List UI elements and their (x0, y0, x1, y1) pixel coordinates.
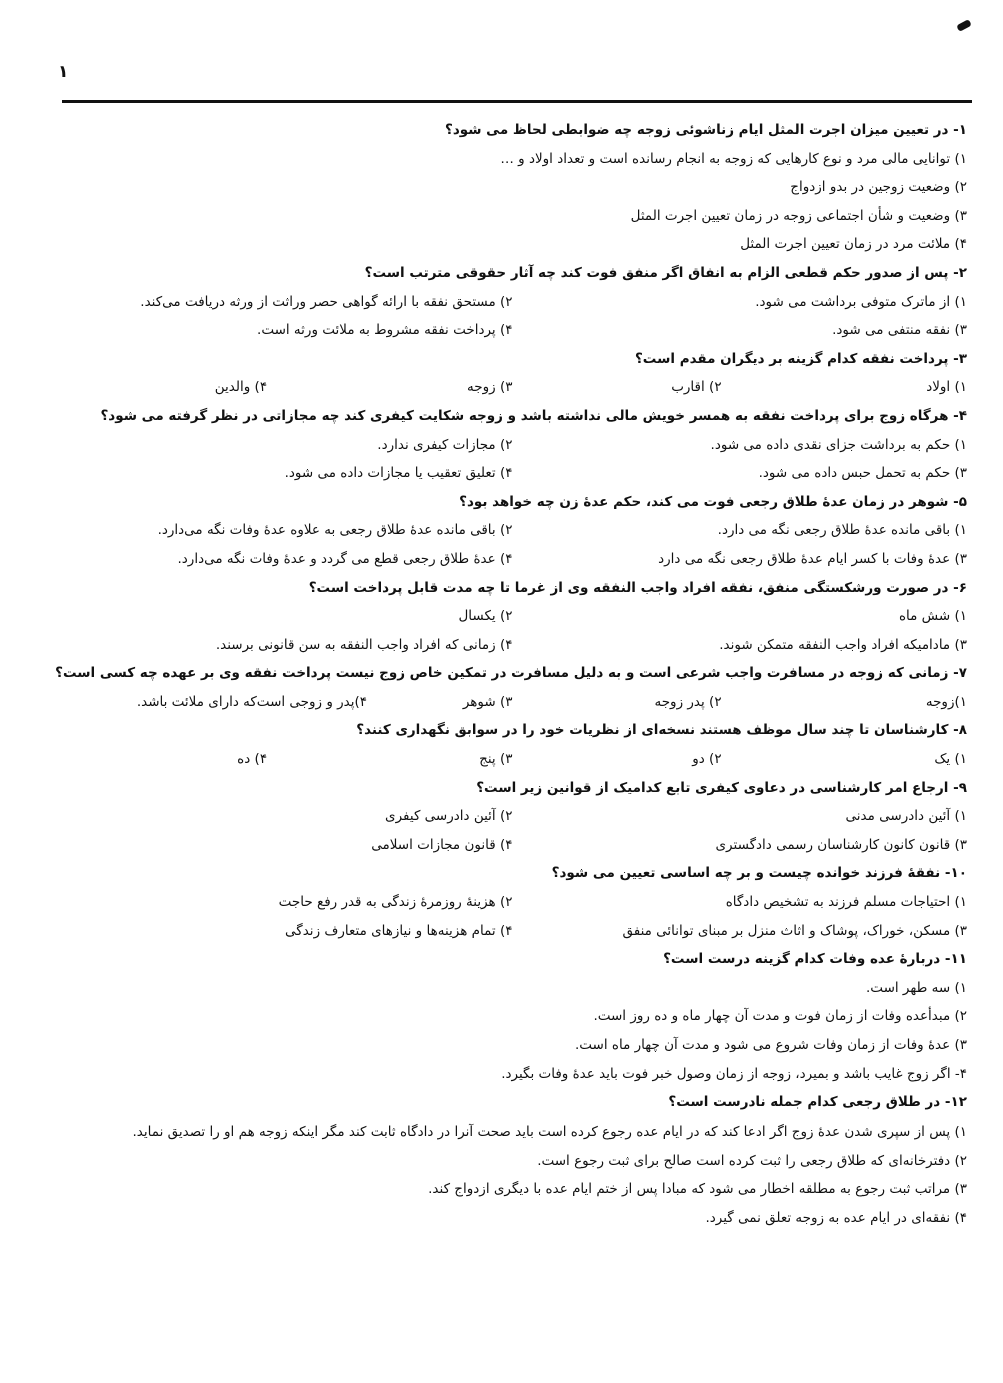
q2-option-4: ۴) پرداخت نفقه مشروط به ملائت ورثه است. (257, 322, 513, 339)
q11-option-4: ۴- اگر زوج غایب باشد و بمیرد، زوجه از زمان وصول خبر فوت باید عدهٔ وفات بگیرد. (501, 1065, 967, 1082)
q10-options-row-2 (58, 917, 967, 946)
q9-option-3: ۳) قانون کانون کارشناسان رسمی دادگستری (715, 836, 967, 853)
q7-options-row (58, 688, 967, 717)
question-9: ۹- ارجاع امر کارشناسی در دعاوی کیفری تابع کدامیک از قوانین زیر است؟ (476, 779, 967, 796)
q7-option-3: ۳) شوهر (462, 693, 513, 710)
question-list (55, 116, 967, 1233)
q7-option-1: ۱)زوجه (925, 693, 967, 710)
question-8: ۸- کارشناسان تا چند سال موظف هستند نسخه‌ای از نظریات خود را در سوابق نگهداری کنند؟ (356, 722, 967, 739)
q4-option-2: ۲) مجازات کیفری ندارد. (377, 436, 513, 453)
q3-option-4: ۴) والدین (214, 379, 268, 396)
q7-option-2: ۲) پدر زوجه (654, 693, 722, 710)
q6-options-row-2 (58, 631, 967, 660)
q2-option-1: ۱) از ماترک متوفی برداشت می شود. (755, 293, 967, 310)
q5-option-2: ۲) باقی مانده عدهٔ طلاق رجعی به علاوه عدهٔ وفات نگه می‌دارد. (157, 522, 513, 539)
q6-option-3: ۳) مادامیکه افراد واجب النفقه متمکن شوند. (719, 636, 967, 653)
question-12: ۱۲- در طلاق رجعی کدام جمله نادرست است؟ (668, 1094, 967, 1111)
corner-mark (956, 19, 972, 32)
q11-option-3: ۳) عدهٔ وفات از زمان وفات شروع می شود و مدت آن چهار ماه است. (574, 1037, 967, 1053)
q6-options-row-1 (58, 602, 967, 631)
q6-option-4: ۴) زمانی که افراد واجب النفقه به سن قانونی برسند. (215, 636, 513, 653)
question-2: ۲- پس از صدور حکم قطعی الزام به انفاق اگر منفق فوت کند چه آثار حقوقی مترتب است؟ (364, 264, 967, 281)
q7-option-4: ۴)پدر و زوجی است‌که دارای ملائت باشد. (136, 693, 368, 710)
q4-option-3: ۳) حکم به تحمل حبس داده می شود. (758, 465, 967, 482)
q6-option-2: ۲) یکسال (458, 608, 513, 625)
q1-option-2: ۲) وضعیت زوجین در بدو ازدواج (790, 179, 967, 196)
header-rule (62, 100, 972, 103)
q3-options-row (58, 373, 967, 402)
q9-option-4: ۴) قانون مجازات اسلامی (371, 836, 513, 853)
q10-option-2: ۲) هزینهٔ روزمرهٔ زندگی به قدر رفع حاجت (278, 894, 513, 911)
q2-option-2: ۲) مستحق نفقه با ارائه گواهی حصر وراثت از ورثه دریافت می‌کند. (140, 293, 513, 310)
q5-option-4: ۴) عدهٔ طلاق رجعی قطع می گردد و عدهٔ وفات نگه می‌دارد. (177, 550, 513, 567)
q9-options-row-2 (58, 831, 967, 860)
q8-option-4: ۴) ده (237, 751, 268, 768)
q8-options-row (58, 745, 967, 774)
q8-option-1: ۱) یک (934, 751, 967, 768)
q10-option-4: ۴) تمام هزینه‌ها و نیازهای متعارف زندگی (285, 922, 513, 939)
question-7: ۷- زمانی که زوجه در مسافرت واجب شرعی است و به دلیل مسافرت در تمکین خاص زوج نیست پرداخت نفقه وی بر عهده چه کسی است؟ (55, 665, 967, 682)
q2-option-3: ۳) نفقه منتفی می شود. (832, 322, 967, 339)
question-3: ۳- پرداخت نفقه کدام گزینه بر دیگران مقدم است؟ (634, 350, 967, 367)
q1-option-1: ۱) توانایی مالی مرد و نوع کارهایی که زوجه به انجام رسانده است و تعداد اولاد و … (500, 150, 967, 167)
q10-option-3: ۳) مسکن، خوراک، پوشاک و اثاث منزل بر مبنای توانائی منفق (622, 922, 967, 939)
q5-option-1: ۱) باقی مانده عدهٔ طلاق رجعی نگه می دارد. (717, 522, 967, 539)
q8-option-2: ۲) دو (692, 751, 722, 768)
q4-option-4: ۴) تعلیق تعقیب یا مجازات داده می شود. (284, 465, 513, 482)
q11-option-2: ۲) مبدأعده وفات از زمان فوت و مدت آن چهار ماه و ده روز است. (593, 1008, 967, 1025)
q3-option-2: ۲) اقارب (671, 379, 722, 396)
q10-option-1: ۱) احتیاجات مسلم فرزند به تشخیص دادگاه (725, 894, 967, 911)
q4-options-row-2 (58, 459, 967, 488)
q5-options-row-1 (58, 516, 967, 545)
q12-option-3: ۳) مراتب ثبت رجوع به مطلقه اخطار می شود که مبادا پس از ختم ایام عده با دیگری ازدواج کند. (428, 1181, 967, 1198)
q4-options-row-1 (58, 431, 967, 460)
q12-option-2: ۲) دفترخانه‌ای که طلاق رجعی را ثبت کرده است صالح برای ثبت رجوع است. (537, 1152, 967, 1169)
question-11: ۱۱- دربارهٔ عده وفات کدام گزینه درست است؟ (663, 951, 967, 968)
question-1: ۱- در تعیین میزان اجرت المثل ایام زناشوئی زوجه چه ضوابطی لحاظ می شود؟ (444, 122, 967, 138)
q1-option-4: ۴) ملائت مرد در زمان تعیین اجرت المثل (740, 236, 967, 253)
q8-option-3: ۳) پنج (479, 751, 513, 768)
q3-option-1: ۱) اولاد (926, 379, 967, 396)
q4-option-1: ۱) حکم به برداشت جزای نقدی داده می شود. (710, 436, 967, 453)
page-number: ۱ (58, 62, 69, 82)
question-4: ۴- هرگاه زوج برای پرداخت نفقه به همسر خویش مالی نداشته باشد و زوجه شکایت کیفری کند چه مجازاتی در نظر گرفته می شود؟ (100, 407, 967, 424)
q9-options-row-1 (58, 802, 967, 831)
q9-option-1: ۱) آئین دادرسی مدنی (845, 808, 967, 825)
q5-options-row-2 (58, 545, 967, 574)
question-5: ۵- شوهر در زمان عدهٔ طلاق رجعی فوت می کند، حکم عدهٔ زن چه خواهد بود؟ (459, 493, 967, 510)
question-10: ۱۰- نفقهٔ فرزند خوانده چیست و بر چه اساسی تعیین می شود؟ (551, 865, 967, 882)
q12-option-1: ۱) پس از سپری شدن عدهٔ زوج اگر ادعا کند که در ایام عده رجوع کرده است باید صحت آنرا در دادگاه ثابت کند مگر اینکه زوجه هم او را تصدیق نماید. (132, 1123, 967, 1140)
question-6: ۶- در صورت ورشکستگی منفق، نفقه افراد واجب النفقه وی از غرما تا چه مدت قابل پرداخت است؟ (308, 579, 967, 596)
q11-option-1: ۱) سه طهر است. (866, 979, 967, 996)
q10-options-row-1 (58, 888, 967, 917)
q5-option-3: ۳) عدهٔ وفات با کسر ایام عدهٔ طلاق رجعی نگه می دارد (658, 550, 967, 567)
q2-options-row-2 (58, 316, 967, 345)
q1-option-3: ۳) وضعیت و شأن اجتماعی زوجه در زمان تعیین اجرت المثل (630, 207, 967, 224)
q12-option-4: ۴) نفقه‌ای در ایام عده به زوجه تعلق نمی گیرد. (705, 1209, 967, 1226)
q9-option-2: ۲) آئین دادرسی کیفری (385, 808, 513, 825)
q2-options-row-1 (58, 288, 967, 317)
q3-option-3: ۳) زوجه (467, 379, 513, 396)
q6-option-1: ۱) شش ماه (898, 608, 967, 625)
